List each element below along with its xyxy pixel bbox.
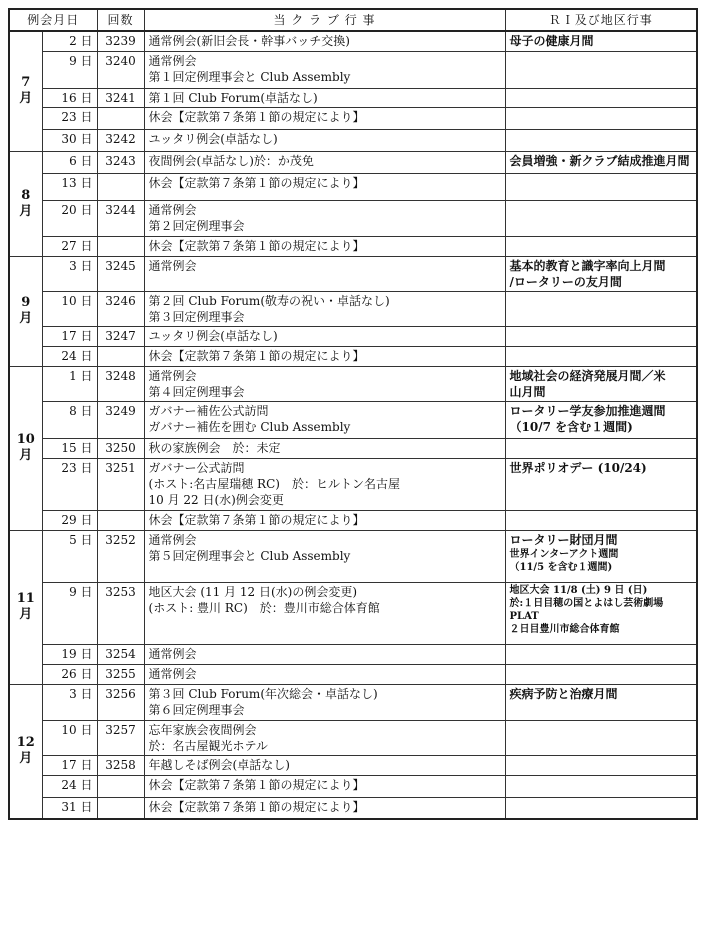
meeting-number: 3254 bbox=[97, 644, 144, 664]
club-event-line: 通常例会 bbox=[148, 368, 197, 383]
meeting-day: 19 日 bbox=[42, 644, 97, 664]
meeting-day: 24 日 bbox=[42, 775, 97, 797]
ri-event-line: 地域社会の経済発展月間／米 bbox=[509, 368, 666, 383]
club-event-line: 通常例会 bbox=[148, 646, 197, 661]
ri-event bbox=[505, 644, 697, 664]
month-label-part: 月 bbox=[19, 448, 33, 463]
club-event bbox=[144, 51, 505, 88]
meeting-number: 3245 bbox=[97, 256, 144, 291]
club-event bbox=[144, 346, 505, 366]
ri-event bbox=[505, 664, 697, 684]
ri-event-line: ロータリー学友参加推進週間 bbox=[509, 403, 666, 418]
club-event-line: 年越しそば例会(卓話なし) bbox=[148, 757, 290, 772]
club-event bbox=[144, 775, 505, 797]
club-event bbox=[144, 664, 505, 684]
ri-event bbox=[505, 684, 697, 720]
meeting-number bbox=[97, 510, 144, 530]
meeting-number: 3239 bbox=[97, 31, 144, 51]
club-event-line: 休会【定款第７条第１節の規定により】 bbox=[148, 777, 365, 792]
club-event-line: 通常例会(新旧会長・幹事バッチ交換) bbox=[148, 34, 350, 48]
meeting-day: 27 日 bbox=[42, 236, 97, 256]
club-event-line: 休会【定款第７条第１節の規定により】 bbox=[148, 512, 365, 527]
table-row bbox=[9, 664, 697, 684]
club-event bbox=[144, 755, 505, 775]
club-event bbox=[144, 366, 505, 401]
ri-event-line: 会員増強・新クラブ結成推進月間 bbox=[509, 153, 690, 168]
ri-event-line: 基本的教育と識字率向上月間 bbox=[509, 258, 666, 273]
ri-event-line: ロータリー財団月間 bbox=[509, 532, 618, 547]
table-row bbox=[9, 256, 697, 291]
ri-event bbox=[505, 129, 697, 151]
ri-event bbox=[505, 401, 697, 438]
table-row bbox=[9, 755, 697, 775]
header-row bbox=[9, 9, 697, 31]
club-event-line: 第１回定例理事会と Club Assembly bbox=[148, 69, 351, 84]
club-event bbox=[144, 401, 505, 438]
meeting-number bbox=[97, 173, 144, 200]
table-row bbox=[9, 173, 697, 200]
club-event-line: 休会【定款第７条第１節の規定により】 bbox=[148, 348, 365, 363]
meeting-number: 3257 bbox=[97, 720, 144, 755]
club-event-line: 第２回 Club Forum(敬寿の祝い・卓話なし) bbox=[148, 293, 390, 308]
month-label bbox=[9, 151, 42, 256]
meeting-number: 3243 bbox=[97, 151, 144, 173]
month-label-part: 11 bbox=[16, 591, 35, 606]
ri-event bbox=[505, 346, 697, 366]
meeting-day: 3 日 bbox=[42, 256, 97, 291]
meeting-day: 23 日 bbox=[42, 107, 97, 129]
meeting-number bbox=[97, 346, 144, 366]
month-label-part: 月 bbox=[19, 751, 33, 767]
meeting-number: 3247 bbox=[97, 326, 144, 346]
schedule-body bbox=[9, 31, 697, 819]
month-label bbox=[9, 256, 42, 366]
month-label-part: 月 bbox=[19, 607, 33, 622]
month-label-part: 月 bbox=[19, 311, 33, 326]
meeting-day: 15 日 bbox=[42, 438, 97, 458]
meeting-number: 3251 bbox=[97, 458, 144, 510]
ri-event-line: 母子の健康月間 bbox=[509, 34, 594, 48]
meeting-day: 1 日 bbox=[42, 366, 97, 401]
table-row bbox=[9, 129, 697, 151]
club-event-line: ユッタリ例会(卓話なし) bbox=[148, 131, 278, 146]
ri-event bbox=[505, 755, 697, 775]
ri-event-line: ２日目豊川市総合体育館 bbox=[509, 623, 620, 635]
ri-event bbox=[505, 51, 697, 88]
meeting-day: 20 日 bbox=[42, 200, 97, 236]
ri-event-line: （11/5 を含む１週間) bbox=[509, 561, 613, 573]
ri-event bbox=[505, 151, 697, 173]
table-row bbox=[9, 291, 697, 326]
club-event-line: 第３回 Club Forum(年次総会・卓話なし) bbox=[148, 686, 378, 701]
meeting-number: 3240 bbox=[97, 51, 144, 88]
ri-event bbox=[505, 458, 697, 510]
club-event-line: (ホスト:名古屋瑞穂 RC) 於：ヒルトン名古屋 bbox=[148, 476, 400, 491]
ri-event bbox=[505, 797, 697, 819]
club-event bbox=[144, 31, 505, 51]
club-event-line: 通常例会 bbox=[148, 258, 197, 273]
club-event-line: ユッタリ例会(卓話なし) bbox=[148, 328, 278, 343]
club-event bbox=[144, 129, 505, 151]
meeting-number bbox=[97, 775, 144, 797]
meeting-number bbox=[97, 236, 144, 256]
club-event-line: 休会【定款第７条第１節の規定により】 bbox=[148, 175, 365, 190]
header-club-events: 当 ク ラ ブ 行 事 bbox=[144, 9, 505, 31]
meeting-day: 8 日 bbox=[42, 401, 97, 438]
club-event-line: ガバナー補佐を囲む Club Assembly bbox=[148, 419, 351, 434]
club-event-line: 夜間例会(卓話なし)於：か茂免 bbox=[148, 153, 314, 168]
table-row bbox=[9, 775, 697, 797]
club-event-line: 地区大会 (11 月 12 日(水)の例会変更) bbox=[148, 584, 358, 599]
ri-event bbox=[505, 582, 697, 644]
meeting-number bbox=[97, 107, 144, 129]
meeting-day: 23 日 bbox=[42, 458, 97, 510]
club-event-line: 休会【定款第７条第１節の規定により】 bbox=[148, 799, 365, 814]
club-event-line: 第３回定例理事会 bbox=[148, 309, 245, 324]
meeting-number: 3248 bbox=[97, 366, 144, 401]
meeting-day: 9 日 bbox=[42, 582, 97, 644]
ri-event bbox=[505, 530, 697, 582]
meeting-number: 3246 bbox=[97, 291, 144, 326]
meeting-number: 3241 bbox=[97, 88, 144, 107]
club-event bbox=[144, 291, 505, 326]
club-event-line: 第５回定例理事会と Club Assembly bbox=[148, 548, 351, 563]
ri-event-line: 地区大会 11/8 (土) 9 日 (日) bbox=[509, 584, 648, 596]
meeting-day: 16 日 bbox=[42, 88, 97, 107]
ri-event bbox=[505, 720, 697, 755]
club-event-line: (ホスト: 豊川 RC) 於：豊川市総合体育館 bbox=[148, 600, 380, 615]
club-event bbox=[144, 582, 505, 644]
ri-event bbox=[505, 236, 697, 256]
meeting-day: 13 日 bbox=[42, 173, 97, 200]
meeting-day: 6 日 bbox=[42, 151, 97, 173]
table-row bbox=[9, 151, 697, 173]
table-row bbox=[9, 438, 697, 458]
table-row bbox=[9, 582, 697, 644]
club-event bbox=[144, 458, 505, 510]
meeting-day: 31 日 bbox=[42, 797, 97, 819]
club-event-line: 10 月 22 日(水)例会変更 bbox=[148, 492, 284, 507]
club-event-line: 於：名古屋観光ホテル bbox=[148, 738, 268, 753]
club-event bbox=[144, 151, 505, 173]
month-label bbox=[9, 684, 42, 819]
ri-event-line: /ロータリーの友月間 bbox=[509, 274, 622, 289]
club-event bbox=[144, 326, 505, 346]
table-row bbox=[9, 530, 697, 582]
club-event-line: 第２回定例理事会 bbox=[148, 218, 245, 233]
month-label-part: 10 bbox=[16, 432, 35, 447]
club-event bbox=[144, 88, 505, 107]
table-row bbox=[9, 684, 697, 720]
table-row bbox=[9, 797, 697, 819]
meeting-number: 3256 bbox=[97, 684, 144, 720]
table-row bbox=[9, 31, 697, 51]
header-meeting-date: 例会月日 bbox=[9, 9, 97, 31]
month-label-part: 12 bbox=[16, 735, 35, 751]
club-event bbox=[144, 797, 505, 819]
ri-event bbox=[505, 31, 697, 51]
meeting-number: 3250 bbox=[97, 438, 144, 458]
ri-event-line: 世界インターアクト週間 bbox=[509, 548, 619, 560]
club-event bbox=[144, 720, 505, 755]
table-row bbox=[9, 720, 697, 755]
club-event bbox=[144, 510, 505, 530]
club-event-line: 通常例会 bbox=[148, 202, 197, 217]
meeting-number: 3253 bbox=[97, 582, 144, 644]
club-event-line: 通常例会 bbox=[148, 666, 197, 681]
ri-event-line: 山月間 bbox=[509, 384, 546, 399]
club-event-line: ガバナー補佐公式訪問 bbox=[148, 403, 269, 418]
meeting-day: 26 日 bbox=[42, 664, 97, 684]
meeting-day: 3 日 bbox=[42, 684, 97, 720]
ri-event bbox=[505, 256, 697, 291]
club-event bbox=[144, 438, 505, 458]
meeting-number: 3249 bbox=[97, 401, 144, 438]
ri-event bbox=[505, 173, 697, 200]
club-event bbox=[144, 107, 505, 129]
meeting-day: 29 日 bbox=[42, 510, 97, 530]
meeting-number: 3244 bbox=[97, 200, 144, 236]
ri-event bbox=[505, 326, 697, 346]
club-event-line: 休会【定款第７条第１節の規定により】 bbox=[148, 238, 365, 253]
ri-event-line: 於:１日目穂の国とよはし芸術劇場 bbox=[509, 597, 664, 609]
header-count: 回数 bbox=[97, 9, 144, 31]
meeting-day: 10 日 bbox=[42, 291, 97, 326]
table-row bbox=[9, 236, 697, 256]
meeting-number: 3252 bbox=[97, 530, 144, 582]
ri-event bbox=[505, 438, 697, 458]
meeting-day: 10 日 bbox=[42, 720, 97, 755]
month-label bbox=[9, 530, 42, 684]
month-label-part: 月 bbox=[19, 91, 33, 107]
meeting-number: 3242 bbox=[97, 129, 144, 151]
club-event-line: 忘年家族会夜間例会 bbox=[148, 722, 257, 737]
ri-event-line: 世界ポリオデー (10/24) bbox=[509, 460, 647, 475]
meeting-day: 5 日 bbox=[42, 530, 97, 582]
table-row bbox=[9, 107, 697, 129]
table-row bbox=[9, 458, 697, 510]
month-label-part: 月 bbox=[19, 203, 33, 219]
meeting-number: 3258 bbox=[97, 755, 144, 775]
club-event-line: ガバナー公式訪問 bbox=[148, 460, 245, 475]
month-label-part: 9 bbox=[21, 295, 31, 310]
table-row bbox=[9, 326, 697, 346]
header-ri-events: ＲＩ及び地区行事 bbox=[505, 9, 697, 31]
meeting-day: 24 日 bbox=[42, 346, 97, 366]
club-event bbox=[144, 236, 505, 256]
club-event bbox=[144, 530, 505, 582]
meeting-day: 17 日 bbox=[42, 326, 97, 346]
table-row bbox=[9, 51, 697, 88]
club-event-line: 第４回定例理事会 bbox=[148, 384, 245, 399]
table-row bbox=[9, 401, 697, 438]
table-row bbox=[9, 510, 697, 530]
table-row bbox=[9, 346, 697, 366]
club-event bbox=[144, 173, 505, 200]
schedule-table bbox=[8, 8, 698, 820]
club-event bbox=[144, 200, 505, 236]
month-label bbox=[9, 366, 42, 530]
meeting-day: 2 日 bbox=[42, 31, 97, 51]
club-event-line: 通常例会 bbox=[148, 532, 197, 547]
ri-event bbox=[505, 88, 697, 107]
ri-event bbox=[505, 107, 697, 129]
club-event-line: 秋の家族例会 於：未定 bbox=[148, 440, 281, 455]
meeting-day: 30 日 bbox=[42, 129, 97, 151]
club-event bbox=[144, 644, 505, 664]
club-event bbox=[144, 256, 505, 291]
ri-event-line: PLAT bbox=[509, 610, 539, 622]
club-event-line: 通常例会 bbox=[148, 53, 197, 68]
table-row bbox=[9, 644, 697, 664]
month-label-part: 7 bbox=[21, 75, 31, 91]
meeting-number bbox=[97, 797, 144, 819]
ri-event bbox=[505, 510, 697, 530]
table-row bbox=[9, 88, 697, 107]
ri-event bbox=[505, 775, 697, 797]
club-event-line: 休会【定款第７条第１節の規定により】 bbox=[148, 109, 365, 124]
club-event-line: 第６回定例理事会 bbox=[148, 702, 245, 717]
ri-event-line: 疾病予防と治療月間 bbox=[509, 686, 618, 701]
meeting-day: 17 日 bbox=[42, 755, 97, 775]
month-label-part: 8 bbox=[21, 187, 31, 203]
table-row bbox=[9, 366, 697, 401]
ri-event bbox=[505, 291, 697, 326]
month-label bbox=[9, 31, 42, 151]
club-event bbox=[144, 684, 505, 720]
ri-event-line: （10/7 を含む１週間) bbox=[509, 419, 633, 434]
meeting-day: 9 日 bbox=[42, 51, 97, 88]
club-event-line: 第１回 Club Forum(卓話なし) bbox=[148, 90, 318, 105]
ri-event bbox=[505, 366, 697, 401]
ri-event bbox=[505, 200, 697, 236]
table-row bbox=[9, 200, 697, 236]
meeting-number: 3255 bbox=[97, 664, 144, 684]
